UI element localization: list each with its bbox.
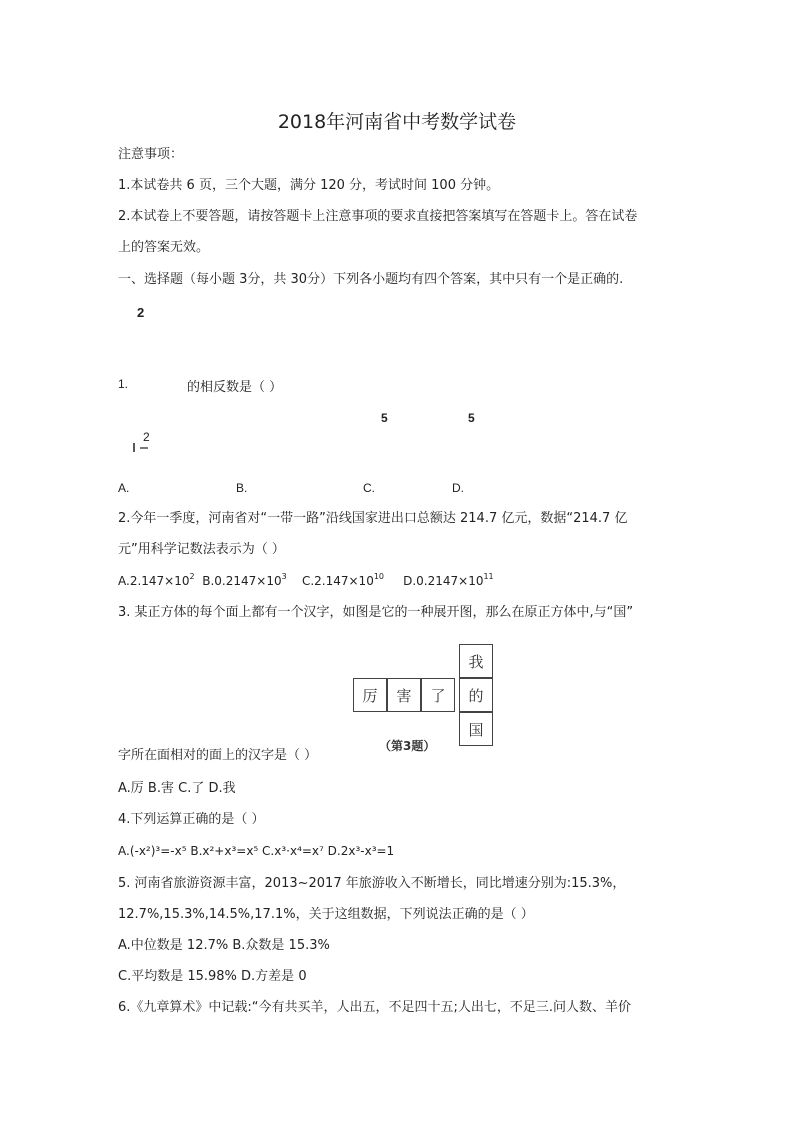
notice-item-1: 1.本试卷共 6 页，三个大题，满分 120 分，考试时间 100 分钟。 — [118, 178, 500, 193]
q5-line-4: C.平均数是 15.98% D.方差是 0 — [118, 969, 307, 984]
q2-option-b: $B.0.2147\times 10^3$ — [202, 572, 287, 588]
q5-line-1: 5. 河南省旅游资源丰富，2013~2017 年旅游收入不断增长，同比增速分别为:15.3%， — [118, 876, 626, 891]
q2-options — [118, 573, 494, 589]
q1-option-a: A. — [118, 481, 130, 495]
cube-face-hai: 害 — [387, 678, 421, 712]
notice-heading: 注意事项： — [118, 147, 184, 162]
q4-stem: 4.下列运算正确的是（ ） — [118, 812, 265, 827]
q1-option-d: D. — [452, 481, 464, 495]
q1-option-c-denominator: 5 — [381, 411, 388, 425]
q4-options: A.(-x²)³=-x⁵ B.x²+x³=x⁵ C.x³·x⁴=x⁷ D.2x³-x³=1 — [118, 844, 395, 858]
page-title: 2018年河南省中考数学试卷 — [277, 111, 517, 133]
q2-option-c: $C.2.147\times 10^{10}$ — [301, 572, 385, 588]
q1-fraction-top: 2 — [137, 305, 145, 320]
q1-number: 1. — [118, 377, 129, 391]
q1-small-fraction: 2 — [143, 430, 150, 444]
q1-option-b: B. — [236, 481, 248, 495]
q6-line-1: 6.《九章算术》中记载:“今有共买羊，人出五，不足四十五;人出七，不足三.问人数、羊价 — [118, 1000, 632, 1015]
q3-line-2: 字所在面相对的面上的汉字是（ ） — [118, 748, 318, 763]
q2-line-1: 2.今年一季度，河南省对“一带一路”沿线国家进出口总额达 214.7 亿元，数据“214.7 亿 — [118, 511, 628, 526]
q3-options: A.厉 B.害 C.了 D.我 — [118, 781, 236, 796]
cube-face-guo: 国 — [459, 712, 493, 746]
cube-net-figure — [349, 640, 499, 760]
cube-face-de: 的 — [459, 678, 493, 712]
q1-fraction-mark — [132, 441, 152, 453]
q1-option-c: C. — [363, 481, 375, 495]
cube-face-le: 了 — [421, 678, 455, 712]
notice-item-2b: 上的答案无效。 — [118, 240, 210, 255]
q1-option-d-denominator: 5 — [468, 411, 475, 425]
q1-stem: 的相反数是（ ） — [187, 380, 283, 395]
q5-line-2: 12.7%,15.3%,14.5%,17.1%，关于这组数据，下列说法正确的是（ ） — [118, 907, 534, 922]
q2-line-2: 元”用科学记数法表示为（ ） — [118, 542, 285, 557]
notice-item-2a: 2.本试卷上不要答题，请按答题卡上注意事项的要求直接把答案填写在答题卡上。答在试卷 — [118, 209, 638, 224]
q3-line-1: 3. 某正方体的每个面上都有一个汉字，如图是它的一种展开图，那么在原正方体中,与“国” — [118, 605, 634, 620]
q5-line-3: A.中位数是 12.7% B.众数是 15.3% — [118, 938, 330, 953]
cube-face-li: 厉 — [353, 678, 387, 712]
q2-option-a: $A.2.147\times 10^2$ — [118, 572, 195, 588]
figure-caption: （第3题） — [379, 739, 436, 753]
q2-option-d: $D.0.2147\times 10^{11}$ — [403, 572, 494, 588]
section-heading: 一、选择题（每小题 3分，共 30分）下列各小题均有四个答案，其中只有一个是正确的. — [118, 272, 624, 287]
cube-face-wo: 我 — [459, 644, 493, 678]
